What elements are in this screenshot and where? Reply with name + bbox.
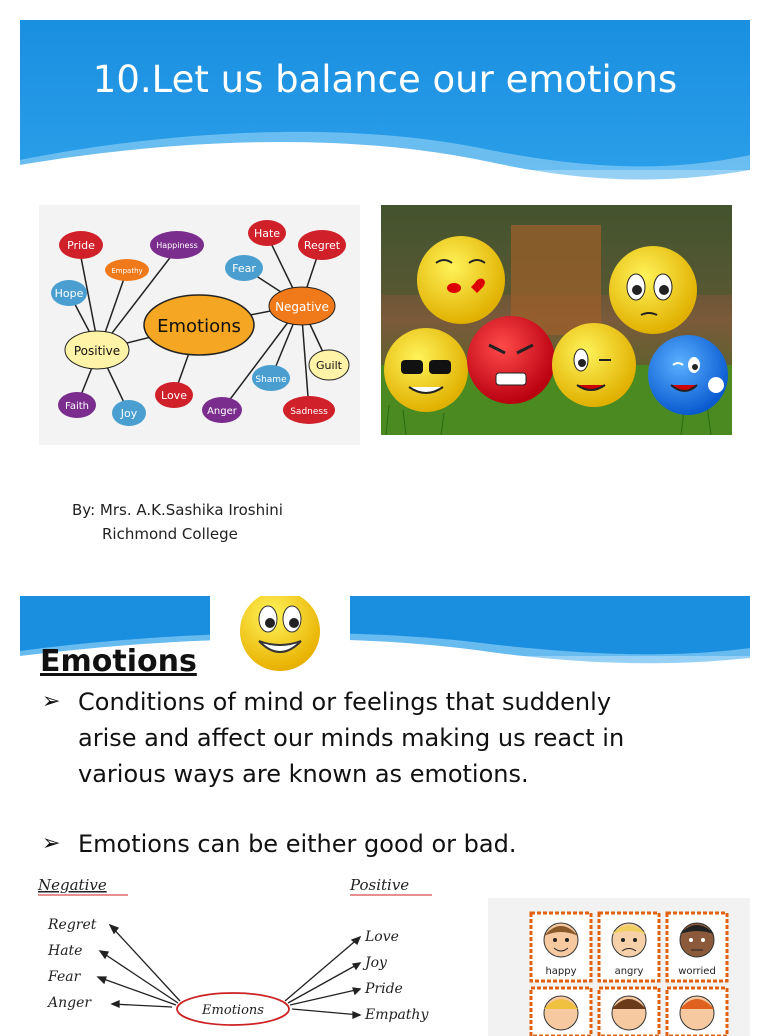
neg-item-fear: Fear	[48, 969, 81, 985]
diagram-center: Emotions	[202, 1003, 264, 1018]
mindmap-positive: Positive	[73, 344, 121, 358]
positive-label: Positive	[350, 876, 410, 894]
emotions-slide	[20, 596, 750, 1036]
pos-item-joy: Joy	[365, 955, 387, 971]
node-fear: Fear	[232, 262, 256, 275]
emotions-heading: Emotions	[40, 644, 197, 679]
node-faith: Faith	[65, 401, 89, 412]
emotion-cards-image	[488, 898, 750, 1036]
pos-item-love: Love	[365, 929, 399, 945]
mindmap-center: Emotions	[157, 316, 241, 337]
school-name: Richmond College	[102, 525, 238, 543]
bullet-good-or-bad: ➢ Emotions can be either good or bad.	[42, 826, 668, 862]
neg-item-hate: Hate	[48, 943, 83, 959]
emoji-balls-photo	[381, 205, 732, 435]
card-happy-label: happy	[545, 966, 577, 977]
emotion-cards-svg	[488, 898, 750, 1036]
pos-item-empathy: Empathy	[365, 1007, 429, 1023]
neg-item-anger: Anger	[48, 995, 92, 1011]
title-banner	[20, 20, 750, 210]
arrow-bullet-icon: ➢	[42, 689, 61, 714]
node-pride: Pride	[67, 239, 95, 252]
card-worried-label: worried	[678, 966, 716, 977]
mindmap-negative: Negative	[275, 300, 329, 314]
negative-positive-diagram	[30, 871, 460, 1031]
node-happiness: Happiness	[156, 241, 198, 250]
neg-item-regret: Regret	[48, 917, 97, 933]
negative-label: Negative	[38, 876, 107, 894]
arrow-bullet-icon: ➢	[42, 831, 61, 856]
node-hate: Hate	[253, 227, 281, 240]
card-angry-label: angry	[614, 966, 644, 977]
pos-item-pride: Pride	[365, 981, 403, 997]
bullet-definition: ➢ Conditions of mind or feelings that suddenly arise and affect our minds making us react in various ways are known as emotions.	[42, 684, 668, 792]
slide-title: 10.Let us balance our emotions	[92, 58, 678, 101]
node-love: Love	[161, 389, 187, 402]
author-credit	[72, 498, 283, 546]
node-regret: Regret	[303, 239, 341, 252]
node-shame: Shame	[255, 375, 287, 385]
node-guilt: Guilt	[316, 359, 342, 372]
title-slide	[20, 20, 750, 575]
author-name: By: Mrs. A.K.Sashika Iroshini	[72, 501, 283, 519]
smiley-icon	[237, 596, 323, 676]
node-anger: Anger	[207, 406, 237, 417]
node-sadness: Sadness	[290, 407, 328, 417]
emoji-photo-svg	[381, 205, 732, 435]
emotions-mindmap-image	[39, 205, 360, 445]
node-empathy: Empathy	[111, 267, 143, 275]
node-joy: Joy	[120, 407, 138, 420]
node-hope: Hope	[54, 287, 84, 300]
mindmap-svg	[39, 205, 360, 445]
